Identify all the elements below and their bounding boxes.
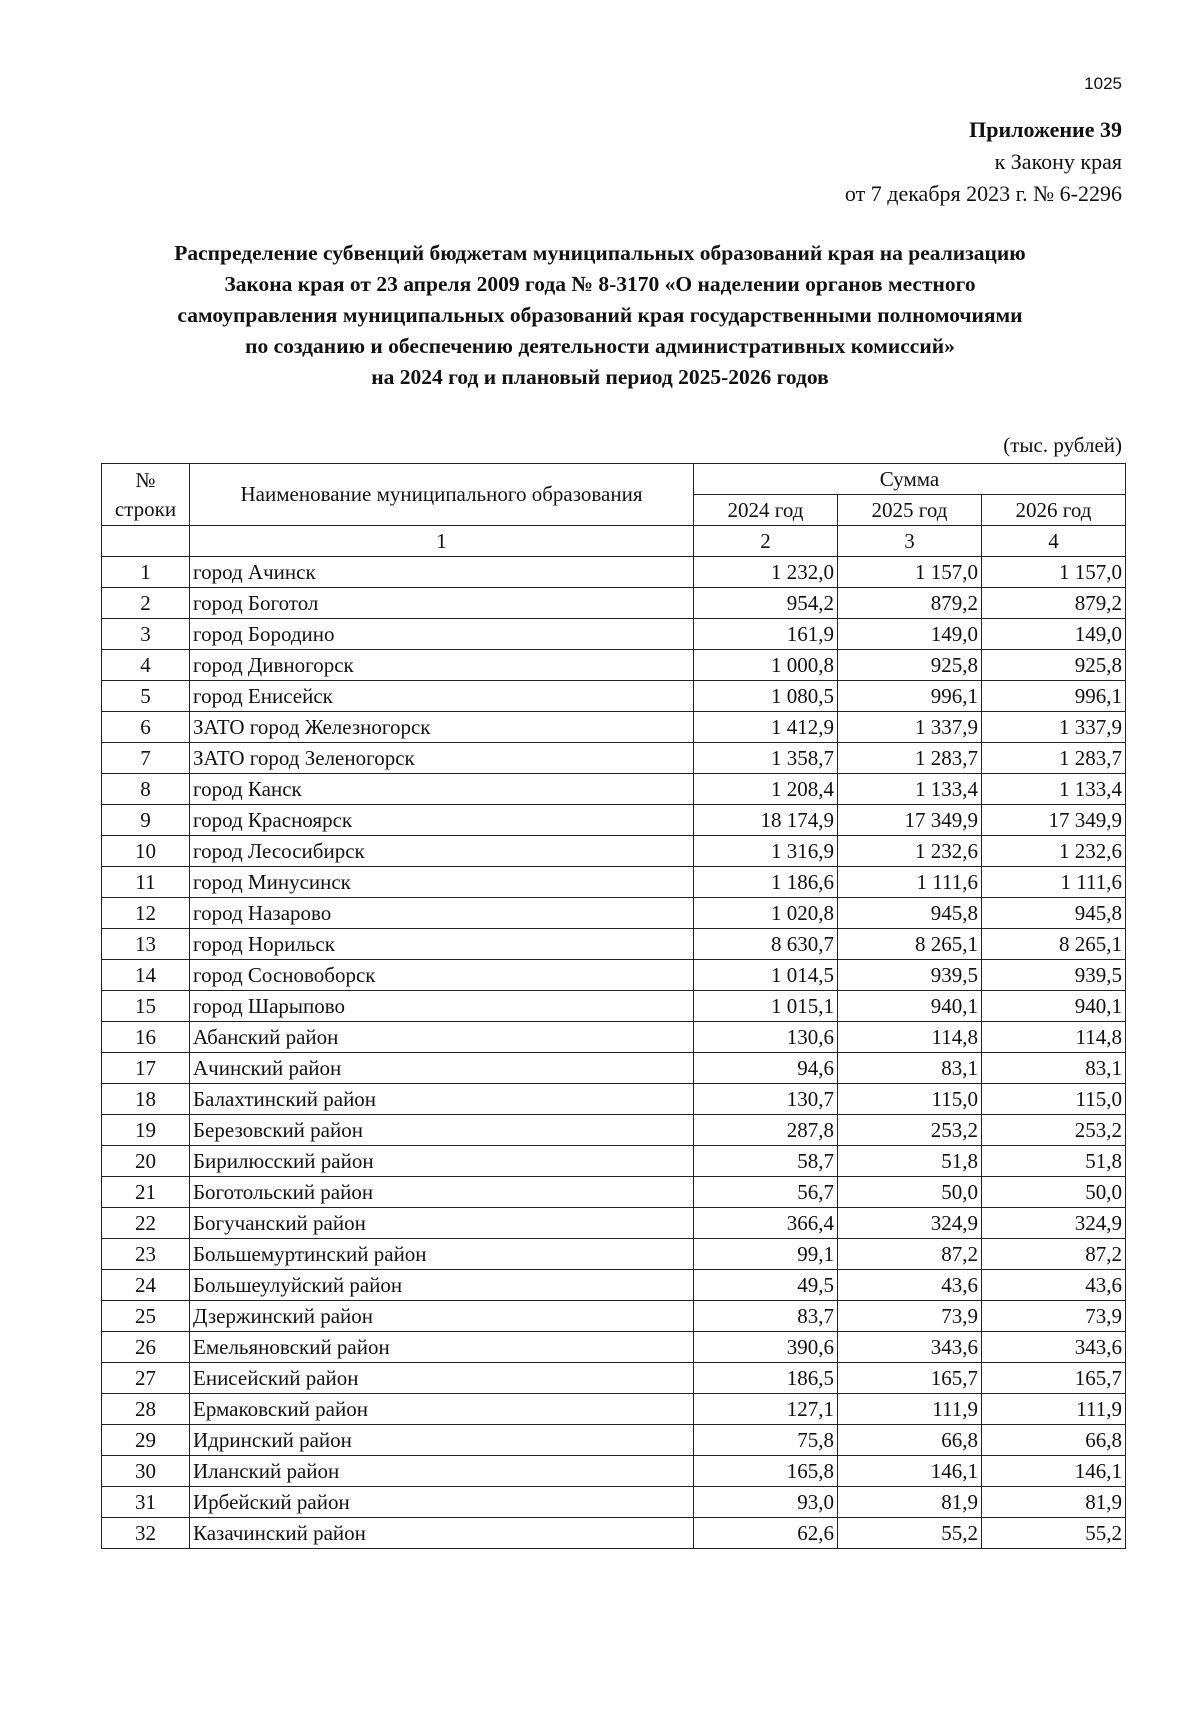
municipality-name-cell: Ирбейский район: [190, 1487, 694, 1518]
amount-2024-cell: 62,6: [694, 1518, 838, 1549]
amount-2025-cell: 1 283,7: [838, 743, 982, 774]
row-number-cell: 22: [102, 1208, 190, 1239]
row-number-cell: 16: [102, 1022, 190, 1053]
row-number-cell: 10: [102, 836, 190, 867]
amount-2026-cell: 149,0: [982, 619, 1126, 650]
row-number-cell: 24: [102, 1270, 190, 1301]
amount-2025-cell: 81,9: [838, 1487, 982, 1518]
amount-2024-cell: 1 000,8: [694, 650, 838, 681]
municipality-name-cell: город Назарово: [190, 898, 694, 929]
title-line: по созданию и обеспечению деятельности административных комиссий»: [245, 334, 955, 358]
amount-2024-cell: 186,5: [694, 1363, 838, 1394]
amount-2025-cell: 83,1: [838, 1053, 982, 1084]
table-row: [102, 1518, 1126, 1549]
title-line: Распределение субвенций бюджетам муниципальных образований края на реализацию: [174, 241, 1026, 265]
municipality-name-cell: Ачинский район: [190, 1053, 694, 1084]
header-row-number-symbol: №: [135, 467, 156, 492]
row-number-cell: 12: [102, 898, 190, 929]
amount-2025-cell: 879,2: [838, 588, 982, 619]
table-row: [102, 1394, 1126, 1425]
amount-2026-cell: 253,2: [982, 1115, 1126, 1146]
amount-2025-cell: 146,1: [838, 1456, 982, 1487]
amount-2026-cell: 111,9: [982, 1394, 1126, 1425]
municipality-name-cell: город Минусинск: [190, 867, 694, 898]
table-row: [102, 1363, 1126, 1394]
amount-2026-cell: 939,5: [982, 960, 1126, 991]
amount-2025-cell: 115,0: [838, 1084, 982, 1115]
municipality-name-cell: ЗАТО город Железногорск: [190, 712, 694, 743]
attachment-date-line: от 7 декабря 2023 г. № 6-2296: [844, 181, 1122, 206]
amount-2024-cell: 1 080,5: [694, 681, 838, 712]
amount-2026-cell: 1 157,0: [982, 557, 1126, 588]
amount-2025-cell: 939,5: [838, 960, 982, 991]
municipality-name-cell: город Норильск: [190, 929, 694, 960]
header-year-2026: 2026 год: [982, 495, 1126, 526]
amount-2025-cell: 17 349,9: [838, 805, 982, 836]
municipality-name-cell: город Ачинск: [190, 557, 694, 588]
amount-2025-cell: 50,0: [838, 1177, 982, 1208]
table-row: [102, 1053, 1126, 1084]
row-number-cell: 32: [102, 1518, 190, 1549]
table-row: [102, 867, 1126, 898]
row-number-cell: 26: [102, 1332, 190, 1363]
row-number-cell: 5: [102, 681, 190, 712]
amount-2025-cell: 996,1: [838, 681, 982, 712]
amount-2025-cell: 1 337,9: [838, 712, 982, 743]
table-row: [102, 960, 1126, 991]
table-row: [102, 805, 1126, 836]
header-year-2025: 2025 год: [838, 495, 982, 526]
table-row: [102, 681, 1126, 712]
amount-2025-cell: 1 111,6: [838, 867, 982, 898]
municipality-name-cell: Большеулуйский район: [190, 1270, 694, 1301]
amount-2024-cell: 1 412,9: [694, 712, 838, 743]
row-number-cell: 19: [102, 1115, 190, 1146]
amount-2024-cell: 8 630,7: [694, 929, 838, 960]
amount-2024-cell: 93,0: [694, 1487, 838, 1518]
municipality-name-cell: Боготольский район: [190, 1177, 694, 1208]
municipality-name-cell: город Канск: [190, 774, 694, 805]
municipality-name-cell: город Шарыпово: [190, 991, 694, 1022]
municipality-name-cell: Дзержинский район: [190, 1301, 694, 1332]
amount-2026-cell: 115,0: [982, 1084, 1126, 1115]
amount-2025-cell: 43,6: [838, 1270, 982, 1301]
amount-2026-cell: 1 337,9: [982, 712, 1126, 743]
amount-2024-cell: 130,6: [694, 1022, 838, 1053]
amount-2026-cell: 945,8: [982, 898, 1126, 929]
row-number-cell: 1: [102, 557, 190, 588]
amount-2026-cell: 146,1: [982, 1456, 1126, 1487]
amount-2024-cell: 366,4: [694, 1208, 838, 1239]
amount-2024-cell: 83,7: [694, 1301, 838, 1332]
row-number-cell: 20: [102, 1146, 190, 1177]
table-row: [102, 836, 1126, 867]
municipality-name-cell: город Енисейск: [190, 681, 694, 712]
unit-note: (тыс. рублей): [1003, 433, 1122, 457]
amount-2026-cell: 114,8: [982, 1022, 1126, 1053]
amount-2025-cell: 940,1: [838, 991, 982, 1022]
table-row: [102, 557, 1126, 588]
header-sum: Сумма: [694, 464, 1126, 495]
amount-2024-cell: 49,5: [694, 1270, 838, 1301]
table-row: [102, 1022, 1126, 1053]
row-number-cell: 3: [102, 619, 190, 650]
amount-2025-cell: 149,0: [838, 619, 982, 650]
municipality-name-cell: Иланский район: [190, 1456, 694, 1487]
amount-2024-cell: 1 316,9: [694, 836, 838, 867]
table-row: [102, 1208, 1126, 1239]
row-number-cell: 14: [102, 960, 190, 991]
amount-2025-cell: 253,2: [838, 1115, 982, 1146]
amount-2025-cell: 165,7: [838, 1363, 982, 1394]
row-number-cell: 21: [102, 1177, 190, 1208]
amount-2026-cell: 43,6: [982, 1270, 1126, 1301]
amount-2025-cell: 945,8: [838, 898, 982, 929]
row-number-cell: 13: [102, 929, 190, 960]
municipality-name-cell: ЗАТО город Зеленогорск: [190, 743, 694, 774]
table-row: [102, 1425, 1126, 1456]
column-index-cell: 3: [838, 526, 982, 557]
municipality-name-cell: Ермаковский район: [190, 1394, 694, 1425]
attachment-law-line: к Закону края: [994, 149, 1122, 174]
page-number: 1025: [1084, 74, 1122, 93]
row-number-cell: 6: [102, 712, 190, 743]
municipality-name-cell: Большемуртинский район: [190, 1239, 694, 1270]
municipality-name-cell: Балахтинский район: [190, 1084, 694, 1115]
amount-2026-cell: 51,8: [982, 1146, 1126, 1177]
amount-2025-cell: 1 232,6: [838, 836, 982, 867]
amount-2025-cell: 1 157,0: [838, 557, 982, 588]
municipality-name-cell: город Дивногорск: [190, 650, 694, 681]
amount-2024-cell: 56,7: [694, 1177, 838, 1208]
table-row: [102, 898, 1126, 929]
municipality-name-cell: Бирилюсский район: [190, 1146, 694, 1177]
header-name: Наименование муниципального образования: [190, 464, 694, 526]
amount-2025-cell: 8 265,1: [838, 929, 982, 960]
table-row: [102, 1332, 1126, 1363]
amount-2026-cell: 1 111,6: [982, 867, 1126, 898]
amount-2025-cell: 343,6: [838, 1332, 982, 1363]
attachment-title: Приложение 39: [969, 117, 1122, 142]
amount-2026-cell: 324,9: [982, 1208, 1126, 1239]
title-line: самоуправления муниципальных образований края государственными полномочиями: [177, 303, 1023, 327]
header-row-number: [102, 464, 190, 526]
row-number-cell: 25: [102, 1301, 190, 1332]
row-number-cell: 30: [102, 1456, 190, 1487]
table-row: [102, 588, 1126, 619]
amount-2024-cell: 127,1: [694, 1394, 838, 1425]
subvention-table: [101, 463, 1126, 1549]
table-row: [102, 650, 1126, 681]
amount-2025-cell: 55,2: [838, 1518, 982, 1549]
amount-2026-cell: 1 133,4: [982, 774, 1126, 805]
row-number-cell: 18: [102, 1084, 190, 1115]
amount-2026-cell: 55,2: [982, 1518, 1126, 1549]
amount-2025-cell: 51,8: [838, 1146, 982, 1177]
amount-2026-cell: 50,0: [982, 1177, 1126, 1208]
row-number-cell: 29: [102, 1425, 190, 1456]
amount-2024-cell: 1 232,0: [694, 557, 838, 588]
table-row: [102, 774, 1126, 805]
amount-2026-cell: 165,7: [982, 1363, 1126, 1394]
row-number-cell: 23: [102, 1239, 190, 1270]
amount-2024-cell: 1 015,1: [694, 991, 838, 1022]
table-row: [102, 1270, 1126, 1301]
amount-2026-cell: 343,6: [982, 1332, 1126, 1363]
table-row: [102, 1177, 1126, 1208]
row-number-cell: 9: [102, 805, 190, 836]
municipality-name-cell: Енисейский район: [190, 1363, 694, 1394]
table-row: [102, 1239, 1126, 1270]
amount-2024-cell: 954,2: [694, 588, 838, 619]
column-index-cell: 1: [190, 526, 694, 557]
title-line: Закона края от 23 апреля 2009 года № 8-3170 «О наделении органов местного: [224, 272, 976, 296]
municipality-name-cell: Идринский район: [190, 1425, 694, 1456]
row-number-cell: 11: [102, 867, 190, 898]
municipality-name-cell: город Боготол: [190, 588, 694, 619]
table-row: [102, 1301, 1126, 1332]
municipality-name-cell: город Сосновоборск: [190, 960, 694, 991]
municipality-name-cell: Богучанский район: [190, 1208, 694, 1239]
table-row: [102, 712, 1126, 743]
column-index-cell: 4: [982, 526, 1126, 557]
amount-2026-cell: 996,1: [982, 681, 1126, 712]
row-number-cell: 15: [102, 991, 190, 1022]
attachment-block: [845, 114, 1122, 210]
municipality-name-cell: город Красноярск: [190, 805, 694, 836]
table-row: [102, 1115, 1126, 1146]
amount-2026-cell: 81,9: [982, 1487, 1126, 1518]
table-row: [102, 1456, 1126, 1487]
amount-2024-cell: 1 020,8: [694, 898, 838, 929]
header-row-number-label: строки: [114, 496, 177, 521]
municipality-name-cell: город Бородино: [190, 619, 694, 650]
row-number-cell: 8: [102, 774, 190, 805]
amount-2024-cell: 1 208,4: [694, 774, 838, 805]
amount-2024-cell: 161,9: [694, 619, 838, 650]
column-index-cell: [102, 526, 190, 557]
amount-2025-cell: 87,2: [838, 1239, 982, 1270]
amount-2024-cell: 287,8: [694, 1115, 838, 1146]
row-number-cell: 28: [102, 1394, 190, 1425]
column-index-row: [102, 526, 1126, 557]
amount-2025-cell: 114,8: [838, 1022, 982, 1053]
table-row: [102, 991, 1126, 1022]
amount-2025-cell: 1 133,4: [838, 774, 982, 805]
municipality-name-cell: Казачинский район: [190, 1518, 694, 1549]
amount-2025-cell: 66,8: [838, 1425, 982, 1456]
amount-2026-cell: 1 283,7: [982, 743, 1126, 774]
table-row: [102, 743, 1126, 774]
table-row: [102, 1487, 1126, 1518]
amount-2024-cell: 75,8: [694, 1425, 838, 1456]
amount-2024-cell: 18 174,9: [694, 805, 838, 836]
table-row: [102, 1084, 1126, 1115]
row-number-cell: 2: [102, 588, 190, 619]
table-row: [102, 929, 1126, 960]
amount-2025-cell: 925,8: [838, 650, 982, 681]
amount-2025-cell: 324,9: [838, 1208, 982, 1239]
row-number-cell: 31: [102, 1487, 190, 1518]
row-number-cell: 17: [102, 1053, 190, 1084]
amount-2026-cell: 925,8: [982, 650, 1126, 681]
municipality-name-cell: город Лесосибирск: [190, 836, 694, 867]
municipality-name-cell: Емельяновский район: [190, 1332, 694, 1363]
amount-2024-cell: 58,7: [694, 1146, 838, 1177]
document-title: [100, 238, 1100, 393]
municipality-name-cell: Березовский район: [190, 1115, 694, 1146]
row-number-cell: 4: [102, 650, 190, 681]
table-row: [102, 619, 1126, 650]
table-body: [102, 557, 1126, 1549]
amount-2026-cell: 879,2: [982, 588, 1126, 619]
amount-2026-cell: 8 265,1: [982, 929, 1126, 960]
row-number-cell: 7: [102, 743, 190, 774]
table-row: [102, 1146, 1126, 1177]
amount-2026-cell: 940,1: [982, 991, 1126, 1022]
amount-2026-cell: 73,9: [982, 1301, 1126, 1332]
title-line: на 2024 год и плановый период 2025-2026 годов: [371, 365, 829, 389]
amount-2026-cell: 66,8: [982, 1425, 1126, 1456]
amount-2025-cell: 111,9: [838, 1394, 982, 1425]
amount-2024-cell: 130,7: [694, 1084, 838, 1115]
row-number-cell: 27: [102, 1363, 190, 1394]
amount-2026-cell: 87,2: [982, 1239, 1126, 1270]
header-year-2024: 2024 год: [694, 495, 838, 526]
column-index-cell: 2: [694, 526, 838, 557]
amount-2024-cell: 1 186,6: [694, 867, 838, 898]
amount-2024-cell: 1 358,7: [694, 743, 838, 774]
amount-2026-cell: 1 232,6: [982, 836, 1126, 867]
amount-2024-cell: 1 014,5: [694, 960, 838, 991]
amount-2026-cell: 83,1: [982, 1053, 1126, 1084]
amount-2026-cell: 17 349,9: [982, 805, 1126, 836]
municipality-name-cell: Абанский район: [190, 1022, 694, 1053]
amount-2024-cell: 94,6: [694, 1053, 838, 1084]
amount-2025-cell: 73,9: [838, 1301, 982, 1332]
amount-2024-cell: 99,1: [694, 1239, 838, 1270]
amount-2024-cell: 390,6: [694, 1332, 838, 1363]
amount-2024-cell: 165,8: [694, 1456, 838, 1487]
